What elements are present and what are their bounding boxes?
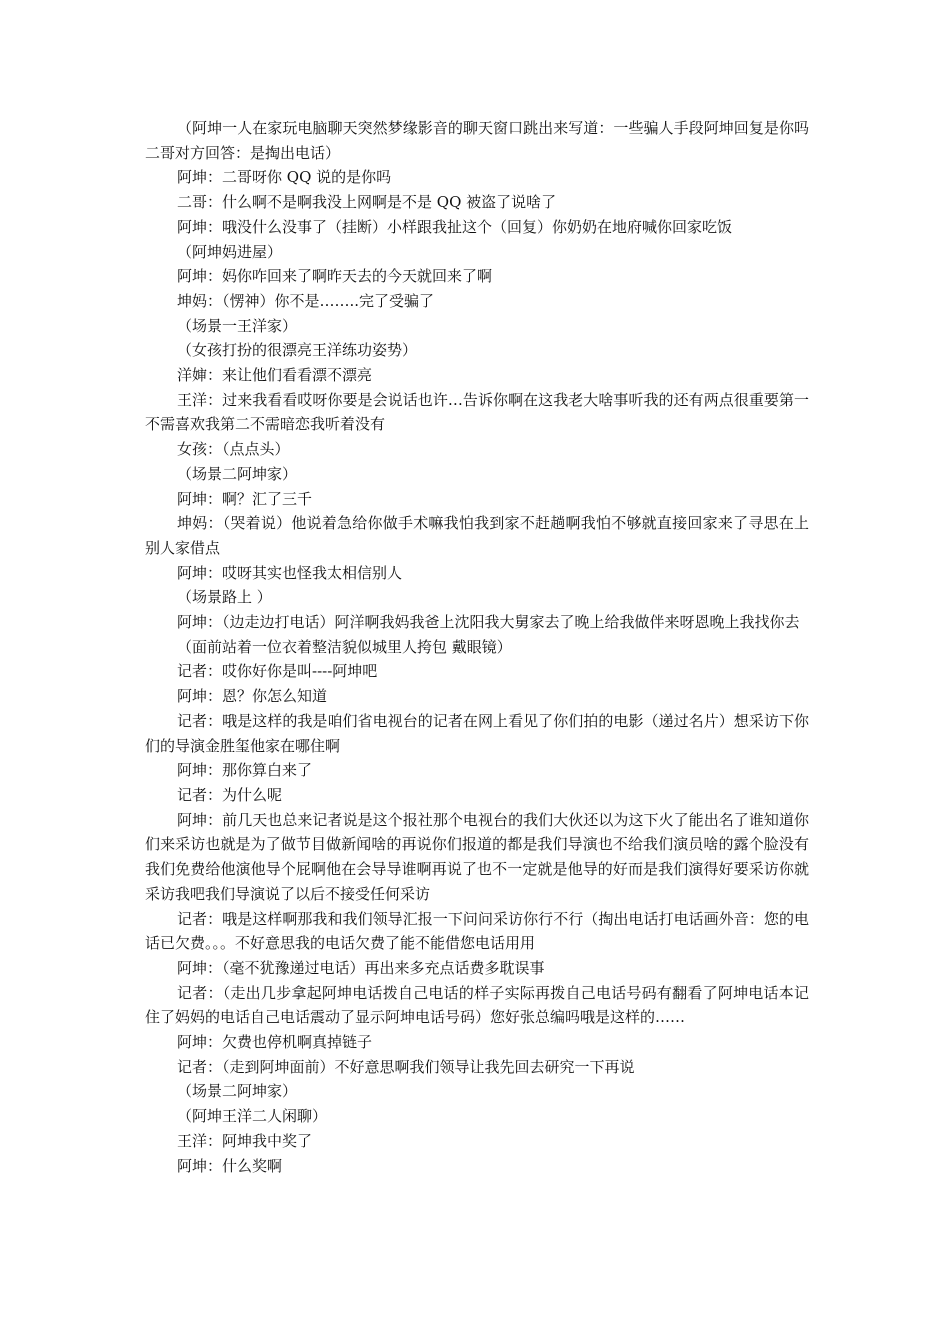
script-paragraph: （场景一王洋家） [177,316,298,335]
script-paragraph: 坤妈：（愣神）你不是……..完了受骗了 [177,291,435,310]
script-paragraph: 阿坤：那你算白来了 [177,761,313,780]
script-paragraph: 阿坤：啊？汇了三千 [177,489,313,508]
script-paragraph: 记者：（走出几步拿起阿坤电话拨自己电话的样子实际再拨自己电话号码有翻看了阿坤电话本记住了妈妈的电话自己电话震动了显示阿坤电话号码）您好张总编吗哦是这样的…… [145,983,809,1027]
script-paragraph: 阿坤：（边走边打电话）阿洋啊我妈我爸上沈阳我大舅家去了晚上给我做伴来呀恩晚上我找你去 [177,613,800,632]
script-paragraph: 阿坤：（毫不犹豫递过电话）再出来多充点话费多耽误事 [177,958,545,977]
script-paragraph: （阿坤妈进屋） [177,242,283,261]
script-paragraph: 阿坤：二哥呀你 QQ 说的是你吗 [177,168,392,187]
script-paragraph: 记者：（走到阿坤面前）不好意思啊我们领导让我先回去研究一下再说 [177,1057,635,1076]
script-paragraph: 二哥：什么啊不是啊我没上网啊是不是 QQ 被盗了说啥了 [177,193,557,212]
script-paragraph: 女孩：（点点头） [177,440,290,459]
script-paragraph: （场景二阿坤家） [177,464,298,483]
script-paragraph: （阿坤王洋二人闲聊） [177,1107,328,1126]
script-paragraph: （场景路上 ） [177,588,272,607]
document-body [145,116,809,1178]
script-paragraph: 记者：哦是这样的我是咱们省电视台的记者在网上看见了你们拍的电影（递过名片）想采访下你们的导演金胜玺他家在哪住啊 [145,711,809,755]
script-paragraph: 洋婶：来让他们看看漂不漂亮 [177,366,373,385]
script-paragraph: 阿坤：前几天也总来记者说是这个报社那个电视台的我们大伙还以为这下火了能出名了谁知道你们来采访也就是为了做节目做新闻啥的再说你们报道的都是我们导演也不给我们演员啥的露个脸没有我们免费给他演他导个屁啊他在会导导谁啊再说了也不一定就是他导的好而是我们演得好要采访你就采访我吧我们导演说了以后不接受任何采访 [145,810,809,903]
script-paragraph: 坤妈：（哭着说）他说着急给你做手术嘛我怕我到家不赶趟啊我怕不够就直接回家来了寻思在上别人家借点 [145,514,809,557]
script-paragraph: 王洋：阿坤我中奖了 [177,1131,313,1150]
script-paragraph: 阿坤：什么奖啊 [177,1156,283,1175]
script-paragraph: 记者：哦是这样啊那我和我们领导汇报一下问问采访你行不行（掏出电话打电话画外音：您的电话已欠费。。。不好意思我的电话欠费了能不能借您电话用用 [145,909,809,953]
script-paragraph: （场景二阿坤家） [177,1082,298,1101]
script-paragraph: 阿坤：欠费也停机啊真掉链子 [177,1033,373,1052]
script-paragraph: （阿坤一人在家玩电脑聊天突然梦缘影音的聊天窗口跳出来写道：一些骗人手段阿坤回复是你吗二哥对方回答：是掏出电话） [145,119,809,162]
script-paragraph: 阿坤：哦没什么没事了（挂断）小样跟我扯这个（回复）你奶奶在地府喊你回家吃饭 [177,217,733,236]
script-paragraph: 记者：为什么呢 [177,785,283,804]
script-paragraph: 阿坤：妈你咋回来了啊昨天去的今天就回来了啊 [177,267,493,286]
script-paragraph: （面前站着一位衣着整洁貌似城里人挎包 戴眼镜） [177,637,512,656]
script-paragraph: 阿坤：哎呀其实也怪我太相信别人 [177,563,403,582]
script-paragraph: 阿坤：恩？你怎么知道 [177,687,328,706]
script-paragraph: 记者：哎你好你是叫----阿坤吧 [177,662,378,681]
script-paragraph: 王洋：过来我看看哎呀你要是会说话也许…告诉你啊在这我老大啥事听我的还有两点很重要第一不需喜欢我第二不需暗恋我听着没有 [145,390,809,434]
script-paragraph: （女孩打扮的很漂亮王洋练功姿势） [177,341,418,360]
